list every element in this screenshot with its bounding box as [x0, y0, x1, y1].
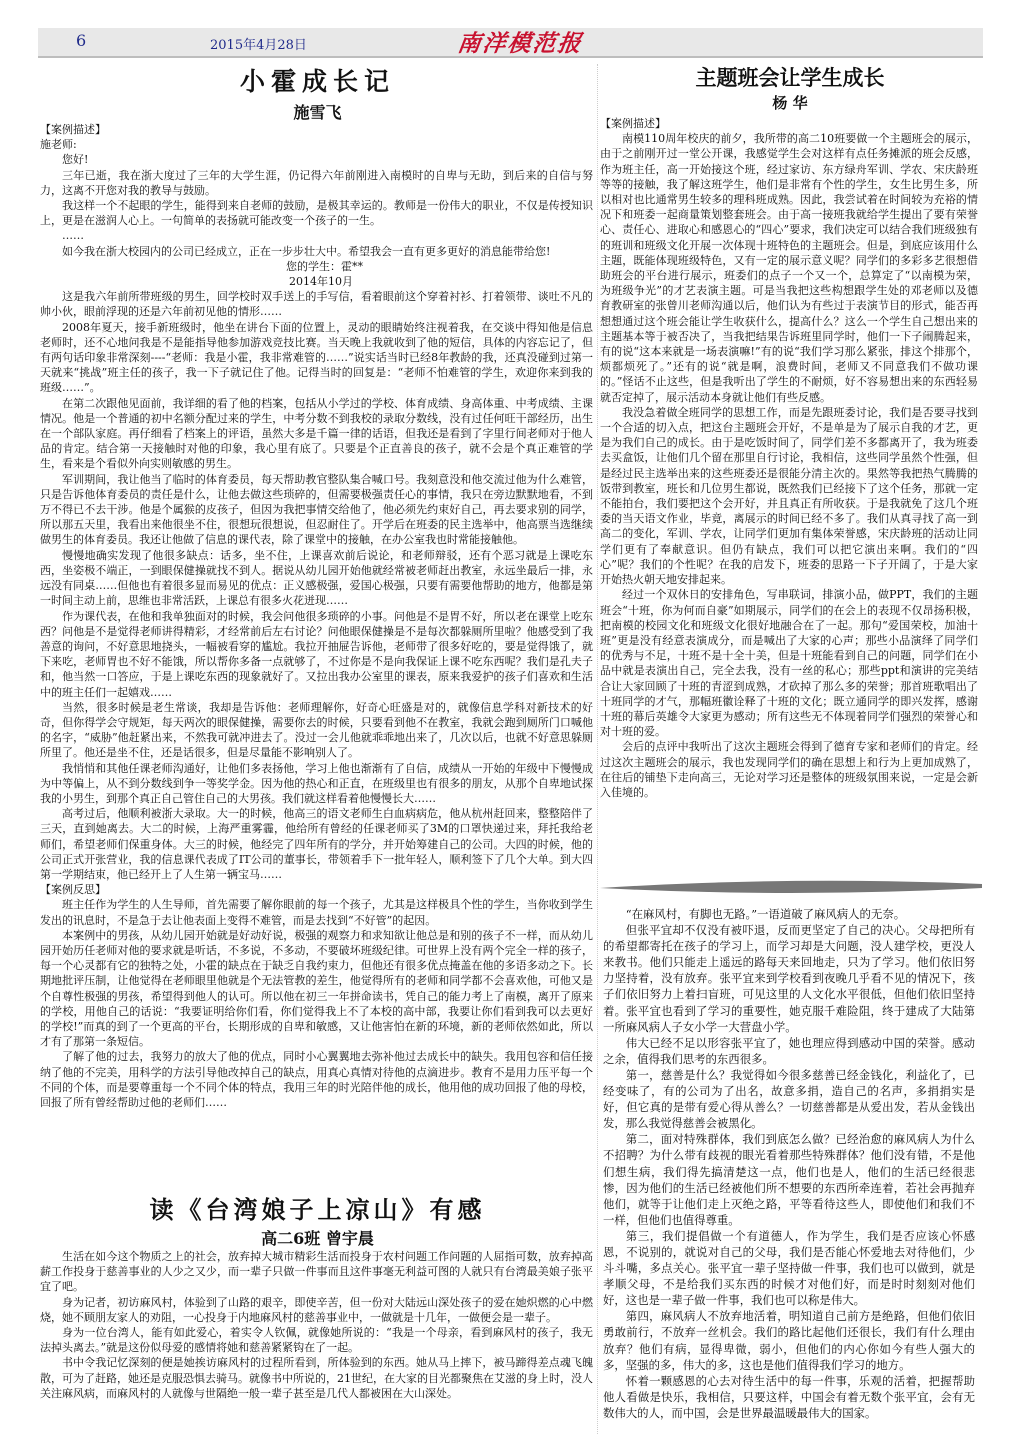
- article-title-2: 读《台湾娘子上凉山》有感: [149, 1195, 486, 1224]
- paragraph: 这是我六年前所带班级的男生，回学校时双手送上的手写信，看着眼前这个穿着衬衫、打着领带、谈吐不凡的帅小伙，眼前浮现的还是六年前初见他的情形……: [40, 290, 593, 319]
- paragraph: 【案例描述】: [600, 117, 666, 130]
- paragraph: 作为课代表，在他和我单独面对的时候，我会问他很多琐碎的小事。问他是不是胃不好，所以老在课堂上吃东西？问他是不是觉得老师讲得精彩，才经常前后左右讨论？问他眼保健操是不是每次都躲厕所里啦？他感受到了我善意的询问，不好意思地挠头，一幅被看穿的尴尬。我拉开抽屉告诉他，老师带了很多好吃的，要是觉得饿了，就下来吃，老师胃也不好不能饿，所以帮你多备一点就够了，不过你是不是向我保证上课不吃东西呢？我们是孔夫子和，他当然一口答应，于是上课吃东西的现象就好了。又拉出我办公室里的课表，原来我爱护的孩子们喜欢和生活中的班主任们一起嬉戏……: [40, 609, 593, 699]
- issue-date: 2015年4月28日: [210, 38, 307, 53]
- paragraph: “在麻风村，有脚也无路。”一语道破了麻风病人的无奈。: [625, 907, 906, 921]
- paragraph: 身为记者，初访麻风村，体验到了山路的艰辛，即使辛苦，但一份对大陆远山深处孩子的爱在她炽燃的心中燃烧，她不顾朋友家人的劝阻，一心投身于内地麻风村的慈善事业中，一做就是十几年，一做便会是一辈子。: [40, 1295, 593, 1324]
- article-body-3: [600, 116, 978, 880]
- paragraph: 高考过后，他顺利被浙大录取。大一的时候，他高三的语文老师生白血病病危，他从杭州赶回来，整整陪伴了三天，直到她离去。大二的时候，上海严重雾霾，他给所有曾经的任课老师买了3M的口罩快递过来，拜托我给老师们，希望老师们保重身体。大三的时候，他经完了四年所有的学分，并开始筹建自己的公司。大四的时候，他的公司正式开张营业，我的信息课代表成了IT公司的董事长，带领着手下一批年轻人，顺利签下了几个大单。到大四第一学期结束，他已经开上了人生第一辆宝马……: [40, 807, 593, 881]
- article-title: 小霍成长记: [239, 67, 395, 96]
- article-body: [40, 122, 593, 1185]
- paragraph: 怀着一颗感恩的心去对待生活中的每一件事，乐观的活着，把握帮助他人看做是快乐，我相信，只要这样，中国会有着无数个张平宜，会有无数伟大的人，而中国，会是世界最温暖最伟大的国家。: [603, 1373, 975, 1420]
- paragraph: 本案例中的男孩，从幼儿园开始就是好动好说，极强的观察力和求知欲让他总是和别的孩子不一样，而从幼儿园开始历任老师对他的要求就是听话，不多说，不多动，不要破坏班级纪律。可世界上没有两个完全一样的孩子，每一个心灵都有它的独特之处，小霍的缺点在于缺乏自我约束力，但他还有很多优点掩盖在他的多语多动之下。长期地批评压制，让他觉得在老师眼里他就是个无法管教的差生，他觉得所有的老师和同学都不会喜欢他，可他又是个自尊性极强的男孩，希望得到他人的认可。所以他在初三一年拼命读书，凭自己的能力考上了南模，离开了原来的学校，用他自己的话说：“我要证明给你们看，你们觉得我上不了本校的高中部，我要让你们看到我可以去更好的学校!”而真的到了一个更高的平台，长期形成的自卑和敏感，又让他害怕在新的环境，新的老师依然如此，所以才有了那第一条短信。: [40, 928, 593, 1049]
- paragraph: 在第二次跟他见面前，我详细的看了他的档案，包括从小学过的学校、体育成绩、身高体重、中考成绩、主课情况。他是一个普通的初中名额分配过来的学生，中考分数不到我校的录取分数线，没有过任何旺干部经历，出生在一个部队家庭。再仔细看了档案上的评语，虽然大多是千篇一律的话语，但我还是看到了字里行间老师对于他人品的肯定。结合第一天接触时对他的印象，我心里有底了。只要是个正直善良的孩子，就不会是个真正难管的学生，看来是个看似外向实则敏感的男生。: [40, 396, 593, 471]
- paragraph: 2008年夏天，接手新班级时，他坐在讲台下面的位置上，灵动的眼睛始终注视着我，在交谈中得知他是信息老师时，还不心地问我是不是能指导他参加游戏竞技比赛。当天晚上我就收到了他的短信，具体的内容忘记了，但有两句话印象非常深刻----“老师：我是小霍，我非常难管的……”说实话当时已经8年教龄的我，还真没碰到过第一天就来“挑战”班主任的孩子，我一下子就记住了他。记得当时的回复是：“老师不怕难管的学生，欢迎你来到我的班级……”。: [40, 320, 593, 395]
- paragraph: 您好!: [62, 153, 89, 167]
- paragraph: 慢慢地确实发现了他很多缺点：话多，坐不住，上课喜欢前后说论，和老师辩驳，还有个恶习就是上课吃东西，坐姿极不端正，一到眼保健操就找不到人。据说从幼儿园开始他就经常被老师赶出教室，永远坐最后一排，永远没有同桌……但他也有着很多显而易见的优点：正义感极强，爱国心极强，只要有需要他帮助的地方，他都是第一时间主动上前，思维也非常活跃，上课总有很多火花迸现……: [40, 548, 593, 608]
- article-body-4: [603, 906, 975, 1432]
- paragraph: 我悄悄和其他任课老师沟通好，让他们多表扬他，学习上他也渐渐有了自信，成绩从一开始的年级中下慢慢成为中等偏上，从不到分数线到争一等奖学金。因为他的热心和正直，在班级里也有很多的朋友，从那个自卑地试探我的小男生，到那个真正自己管住自己的大男孩。我们就这样看着他慢慢长大……: [40, 761, 593, 805]
- article-author-3: 杨 华: [772, 94, 808, 112]
- paragraph: 南模110周年校庆的前夕，我所带的高二10班要做一个主题班会的展示，由于之前刚开过一堂公开课，我感觉学生会对这样有点任务摊派的班会反感，作为班主任，高一开始接这个班，经过家访、东方绿舟军训、学农、宋庆龄班等等的接触，我了解这班学生，他们是非常有个性的学生，女生比男生多，所以相对也比通常男生较多的理科班成熟。因此，我尝试着在时间较为充裕的情况下和班委一起商量策划整套班会。由于高一接班我就给学生提出了要有荣誉心、责任心、进取心和感恩心的“四心”要求，我们决定可以结合我们班级独有的班训和班级文化开展一次体现十班特色的主题班会。但是，到底应该用什么主题，既能体现班级特色，又有一定的展示意义呢？同学们的多彩多艺很想借助班会的平台进行展示，班委们的点子一个又一个，总算定了“以南模为荣，为班级争光”的才艺表演主题。可是当我把这些构想跟学生处的邓老师以及德育教研室的张曾川老师沟通以后，他们认为有些过于表演节目的形式，能否再想想通过这个班会能让学生收获什么，提高什么？这么一个学生自己想出来的主题基本等于被否决了，当我把结果告诉班里同学时，他们一下子闹腾起来，有的说“这本来就是一场表演嘛!”有的说“我们学习那么紧张，排这个排那个，烦都烦死了。”还有的说“就是啊，浪费时间，老师又不同意我们不做功课的。”怪话不止这些，但是我听出了学生的不耐烦，好不容易想出来的东西轻易就否定掉了，展示活动本身就让他们有些反感。: [600, 132, 978, 404]
- paragraph: 2014年10月: [289, 275, 353, 289]
- paragraph: 我这样一个不起眼的学生，能得到来自老师的鼓励，是极其幸运的。教师是一份伟大的职业，不仅是传授知识上，更是在滋润人心上。一句简单的表扬就可能改变一个孩子的一生。: [40, 199, 593, 228]
- paragraph: 【案例描述】: [40, 123, 106, 136]
- paragraph: 身为一位台湾人，能有如此爱心，着实令人钦佩，就像她所说的：“我是一个母亲，看到麻风村的孩子，我无法掉头离去。”就是这份似母爱的感情将她和慈善紧紧钩在了一起。: [40, 1326, 593, 1355]
- article-body-2: [40, 1249, 593, 1431]
- paragraph: 第二，面对特殊群体，我们到底怎么做？已经治愈的麻风病人为什么不招聘？为什么带有歧视的眼光看着那些特殊群体？他们没有错，不是他们想生病，我们得先搞清楚这一点，他们也是人，他们的生活已经很悲惨，因为他们的生活已经被他们所不想要的东西所牵连着，若社会再抛弃他们，就等于让他们走上灭绝之路，平等看待这些人，即使他们和我们不一样，但他们也值得尊重。: [603, 1132, 975, 1227]
- paragraph: 班主任作为学生的人生导师，首先需要了解你眼前的每一个孩子，尤其是这样极具个性的学生，当你收到学生发出的讯息时，不是急于去让他表面上变得不难管，而是去找到“不好管”的起因。: [40, 898, 593, 927]
- paragraph: 第四，麻风病人不放弃地活着，明知道自己前方是绝路，但他们依旧勇敢前行，不放弃一丝机会。我们的路比起他们还很长，我们有什么理由放弃？他们有病，显得卑微，弱小，但他们的内心你如今有些人强大的多，坚强的多，伟大的多，这也是他们值得我们学习的地方。: [603, 1309, 975, 1372]
- article-title-3: 主题班会让学生成长: [695, 65, 885, 90]
- paragraph: ……: [62, 229, 84, 243]
- paragraph: 了解了他的过去，我努力的放大了他的优点，同时小心翼翼地去弥补他过去成长中的缺失。我用包容和信任接纳了他的不完美，用科学的方法引导他改掉自己的缺点，用真心真情对待他的点滴进步。教育不是用力压平每一个不同的个体，而是要尊重每一个不同个体的特点，我用三年的时光陪伴他的成长，他用他的成功回报了他的母校，回报了所有曾经帮助过他的老师们……: [40, 1050, 593, 1109]
- column-divider: [597, 64, 598, 1434]
- paragraph: 如今我在浙大校园内的公司已经成立，正在一步步壮大中。希望我会一直有更多更好的消息能带给您!: [62, 244, 551, 258]
- page-number: 6: [76, 31, 87, 50]
- article-author-2: 高二6班 曾宇晨: [261, 1229, 374, 1248]
- paragraph: 军训期间，我让他当了临时的体育委员，每天帮助教官整队集合喊口号。我刻意没和他交流过他为什么难管，只是告诉他体育委员的责任是什么，让他去做这些琐碎的，但需要极强责任心的事情，我只在旁边默默地看，不到万不得已不去干涉。他是个属猴的皮孩子，但因为我把事情交给他了，他必须先约束好自己，再去要求别的同学，所以那五天里，我看出来他很坐不住，很想玩很想说，但忍耐住了。开学后在班委的民主选举中，他高票当选继续做男生的体育委员。我还让他做了信息的课代表，除了课堂中的接触，在办公室我也时常能接触他。: [40, 472, 593, 547]
- paragraph: 【案例反思】: [40, 883, 106, 897]
- paragraph: 施老师:: [40, 138, 77, 152]
- paragraph: 我没急着做全班同学的思想工作，而是先跟班委讨论，我们是否要寻找到一个合适的切入点，把这台主题班会开好，不是单是为了展示自我的才艺，更是为我们自己的成长。由于是吃饭时间了，同学们差不多都离开了，我为班委去买盒饭，让他们几个留在那里自行讨论，我相信，这些同学虽然个性强，但是经过民主选举出来的这些班委还是很能分清主次的。果然等我把热气腾腾的饭带到教室，班长和几位男生都说，既然我们已经接下了这个任务，那就一定不能拍台，我们要把这个会开好，并且真正有所收获。于是我就免了这几个班委的当天语文作业，毕竟，离展示的时间已经不多了。我们从真寻找了高一到高二的变化，军训、学农，让同学们更加有集体荣誉感，宋庆龄班的活动让同学们更有了奉献意识。但仍有缺点，我们可以把它演出来啊。我们的“四心”呢？我们的个性呢？在我的启发下，班委的思路一下子开阔了，于是大家开始热火朝天地安排起来。: [600, 405, 978, 587]
- paragraph: 第三，我们提倡做一个有道德人，作为学生，我们是否应该心怀感恩，不说别的，就说对自己的父母，我们是否能心怀爱地去对待他们，少斗斗嘴，多点关心。张平宜一辈子坚持做一件事，我们也可以做到，就是孝顺父母，不是给我们买东西的时候才对他们好，而是时时刻刻对他们好，这也是一辈子做一件事，我们也可以称是伟大。: [603, 1228, 975, 1308]
- paragraph: 当然，很多时候是老生常谈，我却是告诉他：老师理解你，好奇心旺盛是对的，就像信息学科对新技术的好奇，但你得学会守规矩，每天两次的眼保健操，需要你去的时候，只要看到他不在教室，我就会跑到厕所门口喊他的名字，“威胁”他赶紧出来，不然我可就冲进去了。没过一会儿他就乖乖地出来了，几次以后，也就不好意思躲厕所里了。他还是坐不住，还是话很多，但是尽量能不影响别人了。: [40, 700, 593, 760]
- masthead-logo: 南洋模范报: [455, 30, 585, 57]
- section-divider-swoosh: [600, 880, 982, 896]
- paragraph: 会后的点评中我听出了这次主题班会得到了德育专家和老师们的肯定。经过这次主题班会的展示，我也发现同学们的确在思想上和行为上更加成熟了，在往后的铺垫下走向高三，无论对学习还是整体的班级氛围来说，一定是会新入佳境的。: [600, 740, 978, 799]
- paragraph: 伟大已经不足以形容张平宜了，她也理应得到感动中国的荣誉。感动之余，值得我们思考的东西很多。: [603, 1035, 975, 1066]
- article-author: 施雪飞: [293, 103, 342, 122]
- paragraph: 生活在如今这个物质之上的社会，放弃掉大城市精彩生活而投身于农村问题工作问题的人屈指可数，放弃掉高薪工作投身于慈善事业的人少之又少，而一辈子只做一件事而且这件事毫无利益可图的人就只有台湾最美娘子张平宜了吧。: [40, 1250, 593, 1294]
- paragraph: 经过一个双休日的安排角色，写串联词，排演小品，做PPT，我们的主题班会“十班，你为何而自豪”如期展示，同学们的在会上的表现不仅昂扬积极，把南模的校园文化和班级文化很好地融合在了一起。那句“爱国荣校，加油十班”更是没有经意表演成分，而是喊出了大家的心声；那些小品演绎了同学们的优秀与不足，十班不是十全十美，但是十班能看到自己的问题，同学们在小品中就是表演出自己，完全去我，没有一丝的私心；那些ppt和演讲的完美结合让大家回顾了十班的青涩到成熟，才砍掉了那么多的荣誉；那首班歌唱出了十班同学的才气，那幅班徽诠释了十班的文化；既立通同学的即兴发挥，感谢十班的幕后英雄令大家更为感动；所有这些无不体现着同学们强烈的荣誉心和对十班的爱。: [600, 588, 978, 739]
- paragraph: 第一，慈善是什么？我觉得如今很多慈善已经金钱化，利益化了，已经变味了，有的公司为了出名，故意多捐，造自己的名声，多捐捐实是好，但它真的是带有爱心得从善么？一切慈善都是从爱出发，若从金钱出发，那么我觉得慈善会被黑化。: [603, 1067, 975, 1131]
- paragraph: 您的学生：霍**: [286, 259, 363, 273]
- paragraph: 但张平宜却不仅没有被吓退，反而更坚定了自己的决心。父母把所有的希望都寄托在孩子的学习上，而学习却是大问题，没人建学校，更没人来教书。他们只能走上遥远的路每天来回地走，只为了学习。他们依旧努力坚持着，没有放弃。张平宜来到学校看到夜晚几乎看不见的情况下，孩子们依旧努力上着扫盲班，可见这里的人文化水平很低，但他们依旧坚持着。张平宜也看到了学习的重要性，她克服千难险阻，终于建成了大陆第一所麻风病人子女小学一大营盘小学。: [603, 923, 975, 1034]
- paragraph: 书中令我记忆深刻的便是她挨访麻风村的过程所看到，所体验到的东西。她从马上摔下，被马蹄得差点魂飞魄散，可为了赶路，她还是克服恐惧去骑马。就像书中所说的，21世纪，在大家的目光都聚焦在艾滋的身上时，没人关注麻风病，而麻风村的人就像与世隔绝一般一辈子甚至是几代人都被困在大山深处。: [40, 1356, 593, 1400]
- page-header: [38, 28, 983, 58]
- paragraph: 三年已逝，我在浙大度过了三年的大学生涯，仍记得六年前刚进入南模时的自卑与无助，到后来的自信与努力，这离不开您对我的教导与鼓励。: [40, 168, 593, 197]
